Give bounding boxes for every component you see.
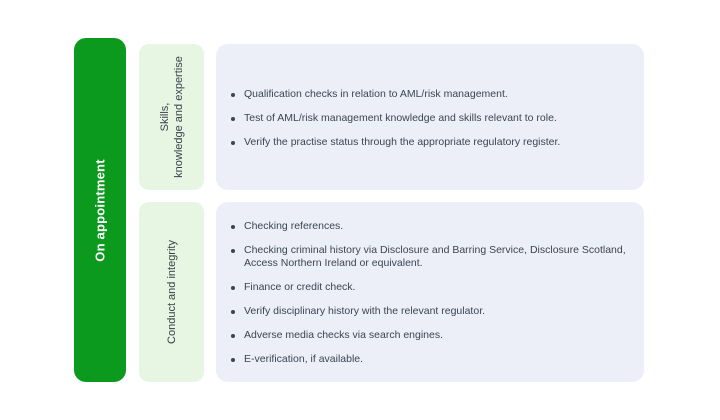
list-item: Verify the practise status through the appropriate regulatory register.: [230, 136, 630, 149]
conduct-checks-list: [216, 220, 644, 366]
category-conduct-line-1: Conduct and integrity: [165, 240, 178, 344]
category-conduct-label: [165, 240, 179, 344]
skills-checks-list: [216, 88, 644, 149]
list-item: Checking references.: [230, 220, 630, 233]
list-item: Checking criminal history via Disclosure and Barring Service, Disclosure Scotland, Access Northern Ireland or equivalent.: [230, 244, 630, 270]
list-item: E-verification, if available.: [230, 353, 630, 366]
list-item: Test of AML/risk management knowledge and skills relevant to role.: [230, 112, 630, 125]
skills-checks-panel: [216, 44, 644, 190]
on-appointment-label: On appointment: [92, 158, 108, 262]
category-conduct-box: [139, 202, 204, 382]
category-skills-box: [139, 44, 204, 190]
list-item: Finance or credit check.: [230, 281, 630, 294]
on-appointment-box: [74, 38, 126, 382]
category-skills-line-1: Skills,: [158, 102, 171, 132]
category-skills-line-2: knowledge and expertise: [172, 56, 185, 178]
list-item: Adverse media checks via search engines.: [230, 329, 630, 342]
category-skills-label: [158, 56, 186, 178]
list-item: Qualification checks in relation to AML/risk management.: [230, 88, 630, 101]
list-item: Verify disciplinary history with the relevant regulator.: [230, 305, 630, 318]
conduct-checks-panel: [216, 202, 644, 382]
